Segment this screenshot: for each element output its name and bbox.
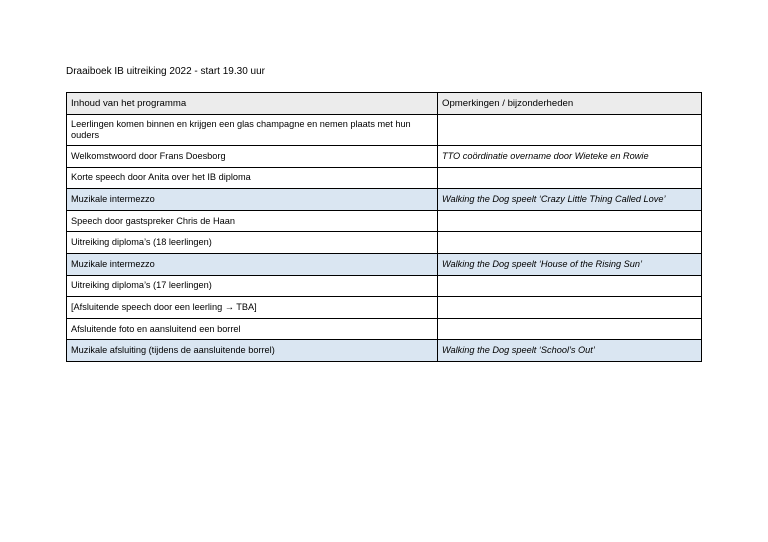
table-header-row [67, 93, 702, 115]
program-cell: Uitreiking diploma’s (18 leerlingen) [67, 232, 438, 254]
table-row [67, 318, 702, 340]
program-cell: Muzikale afsluiting (tijdens de aansluitende borrel) [67, 340, 438, 362]
program-cell: Leerlingen komen binnen en krijgen een glas champagne en nemen plaats met hun ouders [67, 115, 438, 146]
remark-cell: TTO coördinatie overname door Wieteke en Rowie [438, 146, 702, 168]
remark-cell: Walking the Dog speelt ‘House of the Rising Sun’ [438, 253, 702, 275]
table-row [67, 275, 702, 297]
document-title: Draaiboek IB uitreiking 2022 - start 19.30 uur [66, 66, 265, 77]
table-row [67, 167, 702, 189]
program-cell: Afsluitende foto en aansluitend een borrel [67, 318, 438, 340]
table-row-music [67, 189, 702, 211]
program-table [66, 92, 702, 362]
table-row-music [67, 253, 702, 275]
table-row-music [67, 340, 702, 362]
table-row [67, 146, 702, 168]
remark-cell [438, 167, 702, 189]
table-row [67, 297, 702, 319]
table-row [67, 232, 702, 254]
program-cell: [Afsluitende speech door een leerling → TBA] [67, 297, 438, 319]
program-cell: Muzikale intermezzo [67, 253, 438, 275]
program-cell: Muzikale intermezzo [67, 189, 438, 211]
remark-cell: Walking the Dog speelt ‘School’s Out’ [438, 340, 702, 362]
remark-cell [438, 232, 702, 254]
program-cell: Speech door gastspreker Chris de Haan [67, 210, 438, 232]
program-cell: Uitreiking diploma’s (17 leerlingen) [67, 275, 438, 297]
program-cell: Welkomstwoord door Frans Doesborg [67, 146, 438, 168]
remark-cell [438, 275, 702, 297]
table-row [67, 210, 702, 232]
remark-cell [438, 297, 702, 319]
remark-cell [438, 318, 702, 340]
remark-cell [438, 210, 702, 232]
column-header-remarks: Opmerkingen / bijzonderheden [438, 93, 702, 115]
column-header-program: Inhoud van het programma [67, 93, 438, 115]
table-row [67, 115, 702, 146]
remark-cell: Walking the Dog speelt ‘Crazy Little Thing Called Love’ [438, 189, 702, 211]
remark-cell [438, 115, 702, 146]
program-cell: Korte speech door Anita over het IB diploma [67, 167, 438, 189]
